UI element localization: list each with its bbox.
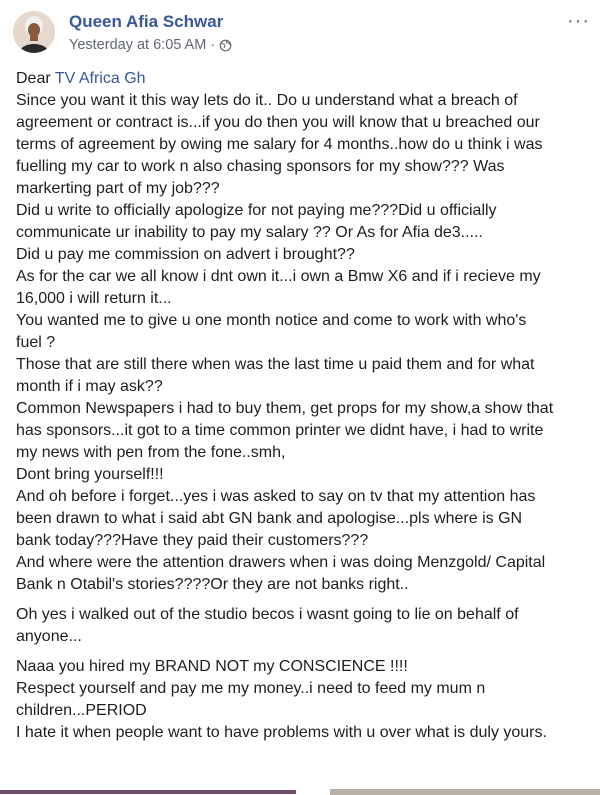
text-line: communicate ur inability to pay my salary ?? Or As for Afia de3..... [16,224,483,241]
text-line: markerting part of my job??? [16,180,220,197]
text-line: month if i may ask?? [16,378,163,395]
more-options-icon[interactable]: ··· [567,10,590,32]
profile-photo [13,11,55,53]
text-line: Did u pay me commission on advert i brought?? [16,246,355,263]
text-line: anyone... [16,628,82,645]
greeting-prefix: Dear [16,70,55,87]
text-line: children...PERIOD [16,702,147,719]
text-line: bank today???Have they paid their customers??? [16,532,369,549]
text-line: Oh yes i walked out of the studio becos i wasnt going to lie on behalf of [16,606,519,623]
text-line: Since you want it this way lets do it.. Do u understand what a breach of [16,92,518,109]
text-line: Bank n Otabil's stories????Or they are not banks right.. [16,576,409,593]
text-line: has sponsors...it got to a time common printer we didnt have, i had to write [16,422,544,439]
text-line: Naaa you hired my BRAND NOT my CONSCIENCE !!!! [16,658,408,675]
text-line: You wanted me to give u one month notice and come to work with who's [16,312,527,329]
bottom-strip-right [330,789,600,795]
text-line: terms of agreement by owing me salary for 4 months..how do u think i was [16,136,543,153]
post-paragraph [16,90,586,596]
author-name[interactable]: Queen Afia Schwar [69,12,224,31]
text-line: Respect yourself and pay me my money..i need to feed my mum n [16,680,486,697]
bottom-strip-left [0,790,296,794]
greeting-line [16,68,586,90]
text-line: Common Newspapers i had to buy them, get props for my show,a show that [16,400,554,417]
text-line: Did u write to officially apologize for not paying me???Did u officially [16,202,497,219]
text-line: my news with pen from the fone..smh, [16,444,286,461]
post-timestamp[interactable]: Yesterday at 6:05 AM [69,37,207,53]
meta-separator: · [210,37,216,53]
avatar[interactable] [13,11,55,53]
text-line: Those that are still there when was the last time u paid them and for what [16,356,535,373]
text-line: Dont bring yourself!!! [16,466,164,483]
post-paragraph [16,656,586,744]
text-line: And where were the attention drawers when i was doing Menzgold/ Capital [16,554,546,571]
text-line: And oh before i forget...yes i was asked to say on tv that my attention has [16,488,536,505]
post-paragraph [16,604,586,648]
post-paragraphs [16,90,586,744]
text-line: fuelling my car to work n also chasing sponsors for my show??? Was [16,158,505,175]
bottom-edge [0,789,600,795]
text-line: I hate it when people want to have problems with u over what is duly yours. [16,724,547,741]
text-line: been drawn to what i said abt GN bank and apologise...pls where is GN [16,510,523,527]
text-line: 16,000 i will return it... [16,290,172,307]
text-line: As for the car we all know i dnt own it...i own a Bmw X6 and if i recieve my [16,268,541,285]
globe-icon[interactable] [219,39,232,52]
page-mention-link[interactable]: TV Africa Gh [54,70,146,87]
text-line: fuel ? [16,334,56,351]
post-header [0,0,600,64]
post-body [16,68,586,744]
post-meta [69,37,232,53]
text-line: agreement or contract is...if you do then you will know that u breached our [16,114,540,131]
